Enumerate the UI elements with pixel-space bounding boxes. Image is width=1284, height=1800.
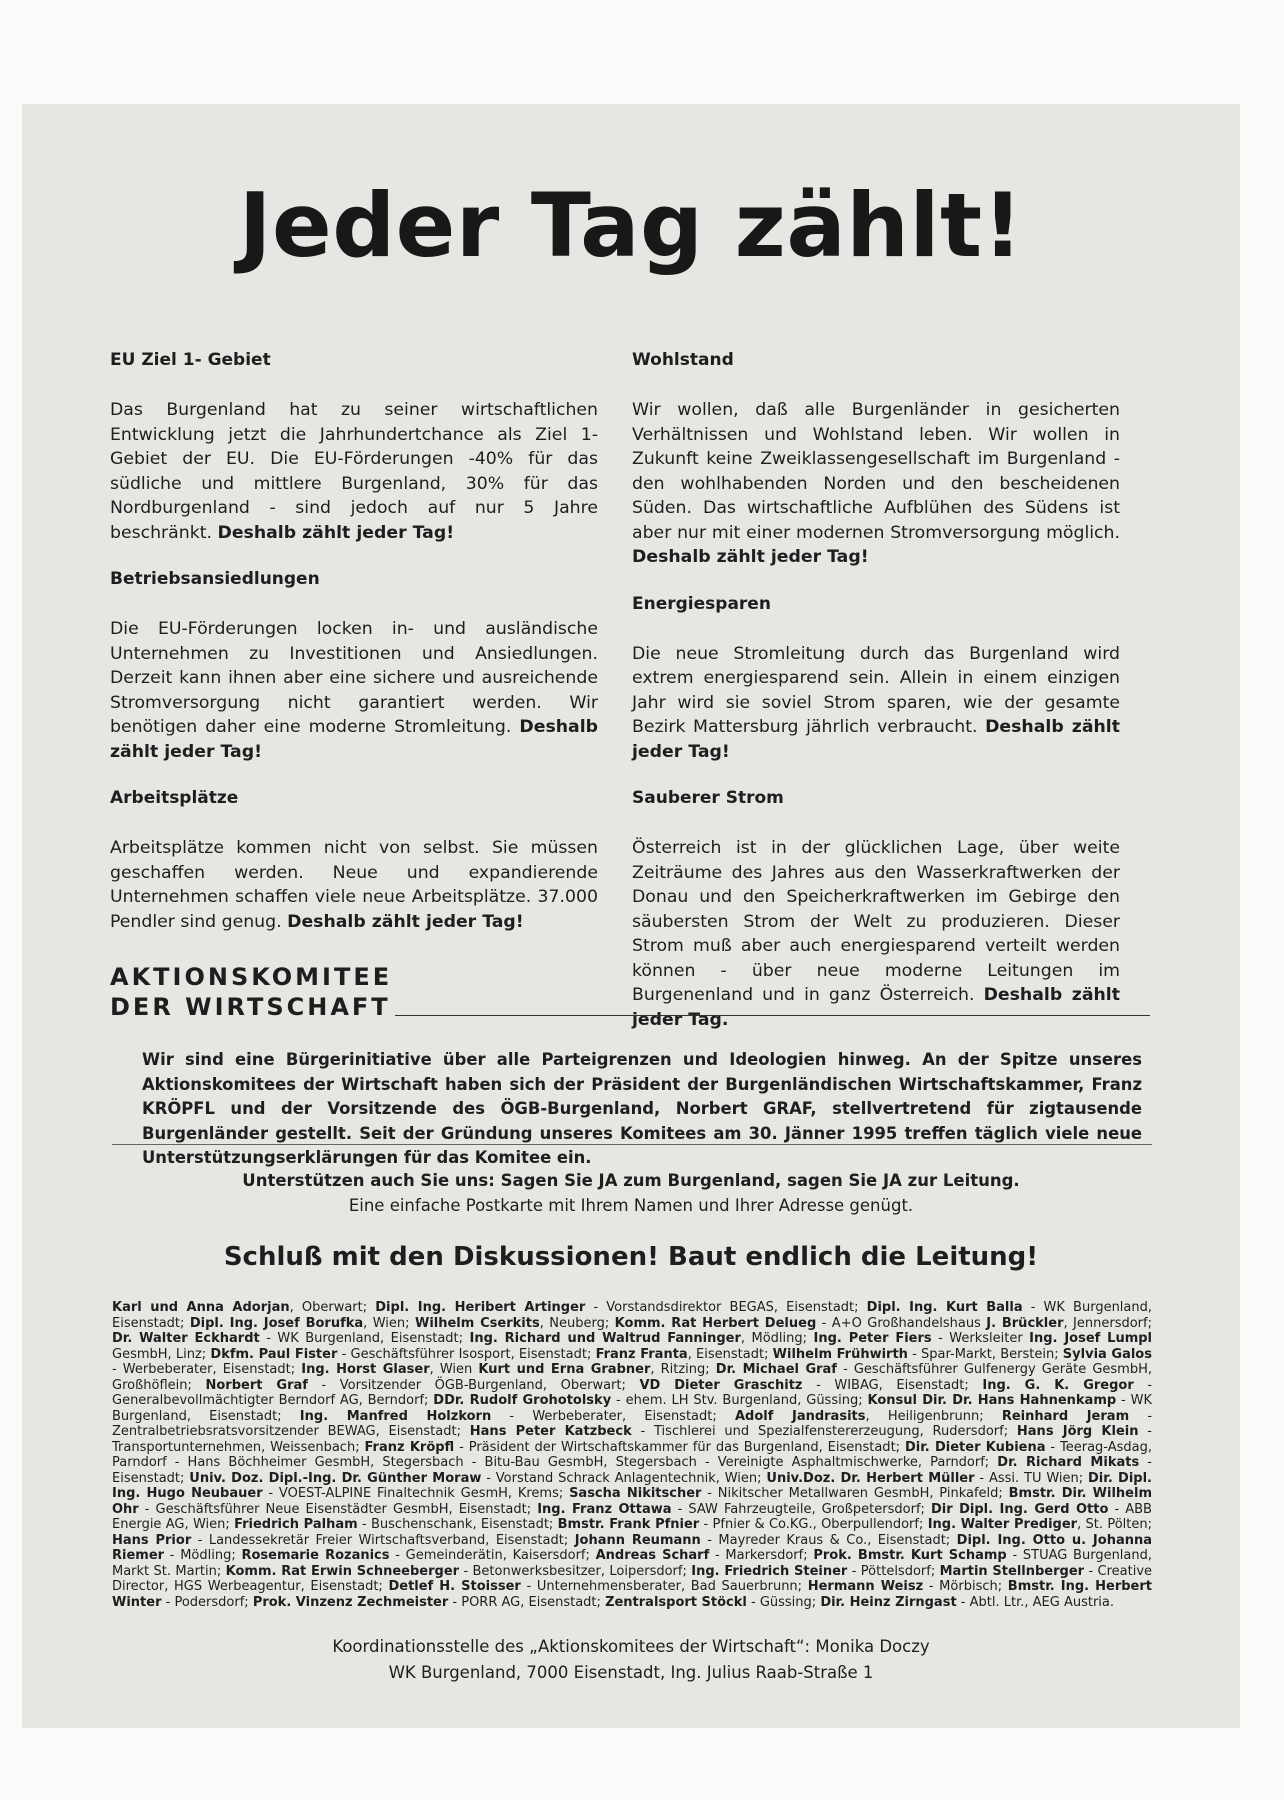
section-tagline: Deshalb zählt jeder Tag! — [632, 547, 869, 567]
supporter-info: - Pfnier & Co.KG., Oberpullendorf; — [699, 1517, 924, 1532]
supporter-entry — [808, 1579, 1002, 1594]
supporter-info: - Geschäftsführer Isosport, Eisenstadt; — [337, 1346, 592, 1362]
supporter-name: Ing. G. K. Gregor — [982, 1377, 1134, 1393]
support-appeal — [22, 1168, 1240, 1218]
supporter-name: Ing. Franz Ottawa — [537, 1501, 672, 1517]
supporter-entry — [300, 1409, 717, 1424]
supporter-entry — [241, 1548, 589, 1563]
supporter-entry — [469, 1331, 807, 1346]
supporter-name: Prok. Bmstr. Kurt Schamp — [813, 1548, 1007, 1563]
coordination-line2: WK Burgenland, 7000 Eisenstadt, Ing. Julius Raab-Straße 1 — [388, 1663, 874, 1682]
section-heading: Sauberer Strom — [632, 788, 784, 808]
supporter-name: VD Dieter Graschitz — [639, 1377, 803, 1393]
supporter-entry — [388, 1579, 802, 1594]
supporter-name: Dir. Dipl. Ing. Hugo Neubauer — [112, 1470, 1152, 1501]
supporter-info: - Transportunternehmen, Weissenbach; — [112, 1424, 1152, 1455]
supporter-info: - VOEST-ALPINE Finaltechnik GesmH, Krems; — [262, 1486, 564, 1501]
supporter-info: - Abtl. Ltr., AEG Austria. — [956, 1594, 1115, 1610]
supporter-entry — [773, 1347, 1059, 1362]
section-text: Österreich ist in der glücklichen Lage, über weite Zeiträume des Jahres aus den Wasserkraftwerken der Donau und den Speicherkraftwerken im Gebirge den säubersten Strom der Welt zu produzieren. Dieser Strom muß aber auch energiesparend verteilt werden können - über neue moderne Leitungen im Burgenenland und in ganz Österreich. Deshalb zählt jeder Tag. — [632, 838, 1120, 1030]
section-energiesparen — [632, 594, 1120, 765]
supporter-name: Bmstr. Frank Pfnier — [557, 1517, 700, 1532]
supporter-name: Komm. Rat Herbert Delueg — [614, 1315, 817, 1331]
section-heading: Arbeitsplätze — [110, 788, 239, 808]
section-text: Das Burgenland hat zu seiner wirtschaftlichen Entwicklung jetzt die Jahrhundertchance als Ziel 1- Gebiet der EU. Die EU-Förderungen -40% für das südliche und mittlere Burgenland, 30% für das Nordburgenland - sind jedoch auf nur 5 Jahre beschränkt. Deshalb zählt jeder Tag! — [110, 400, 598, 543]
coordination-line1: Koordinationsstelle des „Aktionskomitees der Wirtschaft“: Monika Doczy — [332, 1637, 930, 1656]
supporter-name: Dir. Dieter Kubiena — [904, 1439, 1046, 1455]
supporter-name: Bmstr. Dir. Wilhelm Ohr — [112, 1486, 1152, 1517]
supporter-entry — [470, 1424, 1008, 1439]
supporter-info: - Vorstand Schrack Anlagentechnik, Wien; — [481, 1470, 762, 1486]
supporter-entry — [735, 1409, 984, 1424]
supporter-name: J. Brückler — [986, 1315, 1064, 1331]
section-heading: EU Ziel 1- Gebiet — [110, 350, 271, 370]
committee-heading — [110, 962, 1150, 1022]
supporter-info: , Wien — [429, 1362, 473, 1377]
supporter-entry — [569, 1486, 1003, 1501]
supporter-info: - Nikitscher Metallwaren GesmbH, Pinkafeld; — [701, 1486, 1003, 1501]
supporter-name: Norbert Graf — [205, 1377, 308, 1393]
supporter-info: - Geschäftsführer Gulfenergy Geräte GesmbH, Großhöflein; — [112, 1362, 1152, 1393]
supporter-name: Dkfm. Paul Fister — [210, 1346, 338, 1362]
supporter-info: , Eisenstadt; — [687, 1346, 769, 1362]
supporter-entry — [112, 1331, 463, 1346]
supporter-entry — [189, 1471, 761, 1486]
supporter-name: Dr. Walter Eckhardt — [112, 1331, 260, 1346]
section-text: Arbeitsplätze kommen nicht von selbst. Sie müssen geschaffen werden. Neue und expandierende Unternehmen schaffen viele neue Arbeitsplätze. 37.000 Pendler sind genug. Deshalb zählt jeder Tag! — [110, 838, 598, 932]
section-heading: Energiesparen — [632, 593, 771, 614]
section-text: Die neue Stromleitung durch das Burgenland wird extrem energiesparend sein. Allein in einem einzigen Jahr wird sie soviel Strom sparen, wie der gesamte Bezirk Mattersburg jährlich verbraucht. Deshalb zählt jeder Tag! — [632, 643, 1120, 762]
supporter-entry — [596, 1347, 769, 1362]
supporter-info: , St. Pölten; — [1077, 1517, 1152, 1532]
supporter-info: - Güssing; — [746, 1594, 817, 1610]
supporter-info: - Assi. TU Wien; — [974, 1470, 1084, 1486]
supporter-info: - Tischlerei und Spezialfenstererzeugung, Rudersdorf; — [631, 1424, 1009, 1439]
supporter-name: Franz Kröpfl — [364, 1439, 455, 1455]
supporter-name: Kurt und Erna Grabner — [478, 1362, 651, 1377]
section-tagline: Deshalb zählt jeder Tag. — [632, 985, 1120, 1030]
supporter-name: Univ.Doz. Dr. Herbert Müller — [766, 1470, 975, 1486]
supporter-name: DDr. Rudolf Grohotolsky — [433, 1393, 612, 1408]
left-column — [110, 350, 598, 958]
supporter-name: Ing. Peter Fiers — [813, 1331, 932, 1346]
supporter-entry — [478, 1362, 709, 1377]
supporter-info: - WK Burgenland, Eisenstadt; — [112, 1393, 1152, 1424]
page-sheet — [22, 104, 1240, 1728]
supporter-name: Dr. Richard Mikats — [997, 1455, 1140, 1470]
supporter-name: Martin Stellnberger — [939, 1563, 1085, 1579]
supporter-info: - PORR AG, Eisenstadt; — [448, 1594, 601, 1610]
supporter-info: - WK Burgenland, Eisenstadt; — [259, 1331, 464, 1346]
supporter-entry — [375, 1300, 858, 1315]
supporter-entry — [205, 1378, 625, 1393]
supporter-info: - Landessekretär Freier Wirtschaftsverband, Eisenstadt; — [191, 1532, 569, 1548]
committee-heading-line2: DER WIRTSCHAFT — [110, 992, 1150, 1022]
supporter-name: Friedrich Palham — [234, 1517, 358, 1532]
supporter-name: Sylvia Galos — [1062, 1346, 1152, 1362]
supporter-entry — [928, 1517, 1152, 1532]
section-tagline: Deshalb zählt jeder Tag! — [632, 717, 1120, 762]
supporter-name: Bmstr. Ing. Herbert Winter — [112, 1579, 1152, 1610]
supporter-info: - Markersdorf; — [709, 1548, 808, 1563]
supporter-name: Ing. Manfred Holzkorn — [299, 1408, 492, 1424]
supporter-entry — [415, 1316, 609, 1331]
supporter-info: - Creative Director, HGS Werbeagentur, Eisenstadt; — [112, 1563, 1153, 1594]
coordination-footer — [22, 1634, 1240, 1686]
supporter-name: Ing. Friedrich Steiner — [691, 1563, 848, 1579]
supporter-entry — [190, 1316, 410, 1331]
supporter-info: , Mödling; — [740, 1331, 808, 1346]
supporter-name: Univ. Doz. Dipl.-Ing. Dr. Günther Moraw — [189, 1470, 482, 1486]
supporter-name: Rosemarie Rozanics — [241, 1548, 390, 1563]
section-tagline: Deshalb zählt jeder Tag! — [217, 522, 455, 543]
supporter-info: - Vorsitzender ÖGB-Burgenland, Oberwart; — [307, 1377, 626, 1393]
supporter-info: - Mödling; — [164, 1548, 236, 1563]
supporter-name: Konsul Dir. Dr. Hans Hahnenkamp — [867, 1393, 1117, 1408]
section-tagline: Deshalb zählt jeder Tag! — [110, 717, 598, 762]
supporter-info: - Werbeberater, Eisenstadt; — [491, 1408, 717, 1424]
supporter-info: - Präsident der Wirtschaftskammer für das Burgenland, Eisenstadt; — [454, 1439, 901, 1455]
supporter-name: Hans Jörg Klein — [1016, 1424, 1139, 1439]
right-column — [632, 350, 1120, 1056]
supporter-entry — [112, 1533, 568, 1548]
supporter-info: , Neuberg; — [539, 1315, 610, 1331]
supporter-info: - Werbeberater, Eisenstadt; — [112, 1362, 296, 1377]
supporter-entry — [558, 1517, 924, 1532]
supporter-name: Prok. Vinzenz Zechmeister — [252, 1594, 449, 1610]
supporter-info: - Geschäftsführer Neue Eisenstädter GesmbH, Eisenstadt; — [138, 1501, 532, 1517]
supporter-info: - Buschenschank, Eisenstadt; — [357, 1517, 554, 1532]
supporter-entry — [301, 1362, 472, 1377]
supporter-name: Hans Prior — [112, 1532, 192, 1548]
supporter-entry — [253, 1595, 601, 1610]
supporter-name: Hermann Weisz — [807, 1579, 924, 1594]
supporter-entry — [814, 1331, 1023, 1346]
slogan: Schluß mit den Diskussionen! Baut endlich die Leitung! — [223, 1242, 1039, 1272]
supporter-entry — [820, 1595, 1114, 1610]
divider-line — [112, 1144, 1152, 1145]
supporter-name: Detlef H. Stoisser — [388, 1579, 521, 1594]
supporter-name: Ing. Horst Glaser — [301, 1362, 430, 1377]
supporter-entry — [605, 1595, 816, 1610]
supporter-entry — [691, 1564, 935, 1579]
supporter-entry — [234, 1517, 553, 1532]
supporter-info: - ABB Energie AG, Wien; — [112, 1501, 1152, 1532]
supporter-entry — [766, 1471, 1083, 1486]
supporter-entry — [986, 1316, 1152, 1331]
supporter-info: - ehem. LH Stv. Burgenland, Güssing; — [611, 1393, 863, 1408]
supporter-entry — [537, 1502, 925, 1517]
committee-heading-line1: AKTIONSKOMITEE — [110, 963, 393, 991]
section-tagline: Deshalb zählt jeder Tag! — [287, 911, 524, 932]
supporter-name: Ing. Richard und Waltrud Fanninger — [469, 1331, 741, 1346]
appeal-line1: Unterstützen auch Sie uns: Sagen Sie JA zum Burgenland, sagen Sie JA zur Leitung. — [242, 1171, 1020, 1190]
supporter-info: GesmbH, Linz; — [112, 1346, 207, 1362]
supporter-entry — [615, 1316, 981, 1331]
supporter-name: Dipl. Ing. Kurt Balla — [866, 1300, 1023, 1315]
section-heading: Betriebsansiedlungen — [110, 569, 320, 589]
supporter-name: Dir. Heinz Zirngast — [820, 1594, 957, 1610]
supporter-name: Ing. Josef Lumpl — [1029, 1331, 1153, 1346]
supporter-info: - Mayreder Kraus & Co., Eisenstadt; — [700, 1532, 951, 1548]
section-eu-ziel — [110, 350, 598, 545]
section-heading: Wohlstand — [632, 350, 734, 370]
supporter-name: Dr. Michael Graf — [715, 1362, 837, 1377]
supporter-info: - A+O Großhandelshaus — [816, 1315, 981, 1331]
supporter-entry — [596, 1548, 808, 1563]
supporter-info: - Werksleiter — [931, 1331, 1023, 1346]
supporter-entry — [112, 1300, 367, 1315]
supporter-name: Franz Franta — [595, 1346, 688, 1362]
supporter-info: - Spar-Markt, Berstein; — [907, 1346, 1059, 1362]
supporter-name: Karl und Anna Adorjan — [112, 1300, 290, 1315]
supporter-info: , Ritzing; — [650, 1362, 710, 1377]
supporter-entry — [433, 1393, 862, 1408]
supporter-info: - Zentralbetriebsratsvorsitzender BEWAG, Eisenstadt; — [112, 1408, 1153, 1439]
supporter-info: - SAW Fahrzeugteile, Großpetersdorf; — [671, 1501, 925, 1517]
supporter-name: Wilhelm Cserkits — [414, 1315, 540, 1331]
section-text: Die EU-Förderungen locken in- und ausländische Unternehmen zu Investitionen und Ansiedlungen. Derzeit kann ihnen aber eine sichere und ausreichende Stromversorgung nicht garantiert werden. Wir benötigen daher eine moderne Stromleitung. Deshalb zählt jeder Tag! — [110, 619, 598, 762]
committee-intro: Wir sind eine Bürgerinitiative über alle Parteigrenzen und Ideologien hinweg. An der Spitze unseres Aktionskomitees der Wirtschaft haben sich der Präsident der Burgenländischen Wirtschaftskammer, Franz KRÖPFL und der Vorsitzende des ÖGB-Burgenland, Norbert GRAF, stellvertretend für zigtausende Burgenländer gestellt. Seit der Gründung unseres Komitees am 30. Jänner 1995 treffen täglich viele neue Unterstützungserklärungen für das Komitee ein. — [142, 1050, 1142, 1168]
supporter-info: - Teerag-Asdag, Parndorf - Hans Böchheimer GesmbH, Stegersbach - Bitu-Bau GesmbH, Stegersbach - Vereinigte Asphaltmischwerke, Parndorf; — [112, 1439, 1152, 1470]
appeal-line2: Eine einfache Postkarte mit Ihrem Namen und Ihrer Adresse genügt. — [348, 1196, 914, 1215]
supporter-info: , Wien; — [363, 1315, 410, 1331]
supporter-name: Komm. Rat Erwin Schneeberger — [225, 1563, 460, 1579]
supporter-info: - Mörbisch; — [923, 1579, 1003, 1594]
supporter-name: Dipl. Ing. Heribert Artinger — [375, 1300, 586, 1315]
supporter-entry — [226, 1564, 687, 1579]
supporter-info: - Unternehmensberater, Bad Sauerbrunn; — [520, 1579, 803, 1594]
section-wohlstand — [632, 350, 1120, 570]
supporter-info: , Heiligenbrunn; — [865, 1408, 984, 1424]
supporter-entry — [639, 1378, 968, 1393]
supporter-entry — [575, 1533, 950, 1548]
page-title: Jeder Tag zählt! — [238, 174, 1024, 277]
supporter-name: Johann Reumann — [574, 1532, 701, 1548]
supporter-name: Andreas Scharf — [595, 1548, 710, 1563]
supporter-info: , Oberwart; — [289, 1300, 368, 1315]
heading-rule — [395, 1015, 1150, 1016]
supporter-name: Dipl. Ing. Otto u. Johanna Riemer — [112, 1532, 1153, 1563]
supporter-name: Hans Peter Katzbeck — [469, 1424, 632, 1439]
supporter-info: - Eisenstadt; — [112, 1455, 1152, 1486]
supporter-info: - Gemeinderätin, Kaisersdorf; — [389, 1548, 590, 1563]
section-arbeitsplaetze — [110, 788, 598, 934]
supporter-name: Dipl. Ing. Josef Borufka — [189, 1315, 364, 1331]
supporter-info: - WK Burgenland, Eisenstadt; — [112, 1300, 1153, 1331]
supporter-info: - Betonwerksbesitzer, Loipersdorf; — [459, 1563, 687, 1579]
supporter-name: Reinhard Jeram — [1001, 1408, 1130, 1424]
section-betriebsansiedlungen — [110, 569, 598, 764]
supporter-entry — [210, 1347, 591, 1362]
supporter-info: - Pöttelsdorf; — [847, 1563, 936, 1579]
supporter-entry — [364, 1440, 900, 1455]
supporter-name: Adolf Jandrasits — [734, 1408, 866, 1424]
supporter-info: - Podersdorf; — [161, 1594, 249, 1610]
supporter-info: - STUAG Burgenland, Markt St. Martin; — [112, 1548, 1153, 1579]
supporter-name: Wilhelm Frühwirth — [772, 1346, 908, 1362]
supporter-name: Ing. Walter Prediger — [927, 1517, 1078, 1532]
supporter-name: Dir Dipl. Ing. Gerd Otto — [930, 1501, 1109, 1517]
supporter-info: - Generalbevollmächtigter Berndorf AG, Berndorf; — [112, 1377, 1153, 1408]
supporter-info: - WIBAG, Eisenstadt; — [802, 1377, 969, 1393]
section-text: Wir wollen, daß alle Burgenländer in gesicherten Verhältnissen und Wohlstand leben. Wir wollen in Zukunft keine Zweiklassengesellschaft im Burgenland - den wohlhabenden Norden und den bescheidenen Süden. Das wirtschaftliche Aufblühen des Südens ist aber nur mit einer modernen Stromversorgung möglich. Deshalb zählt jeder Tag! — [632, 400, 1120, 567]
supporter-info: , Jennersdorf; — [1063, 1315, 1152, 1331]
supporter-name: Zentralsport Stöckl — [605, 1594, 747, 1610]
supporter-list — [112, 1300, 1152, 1610]
supporter-name: Sascha Nikitscher — [569, 1486, 702, 1501]
supporter-info: - Vorstandsdirektor BEGAS, Eisenstadt; — [585, 1300, 859, 1315]
